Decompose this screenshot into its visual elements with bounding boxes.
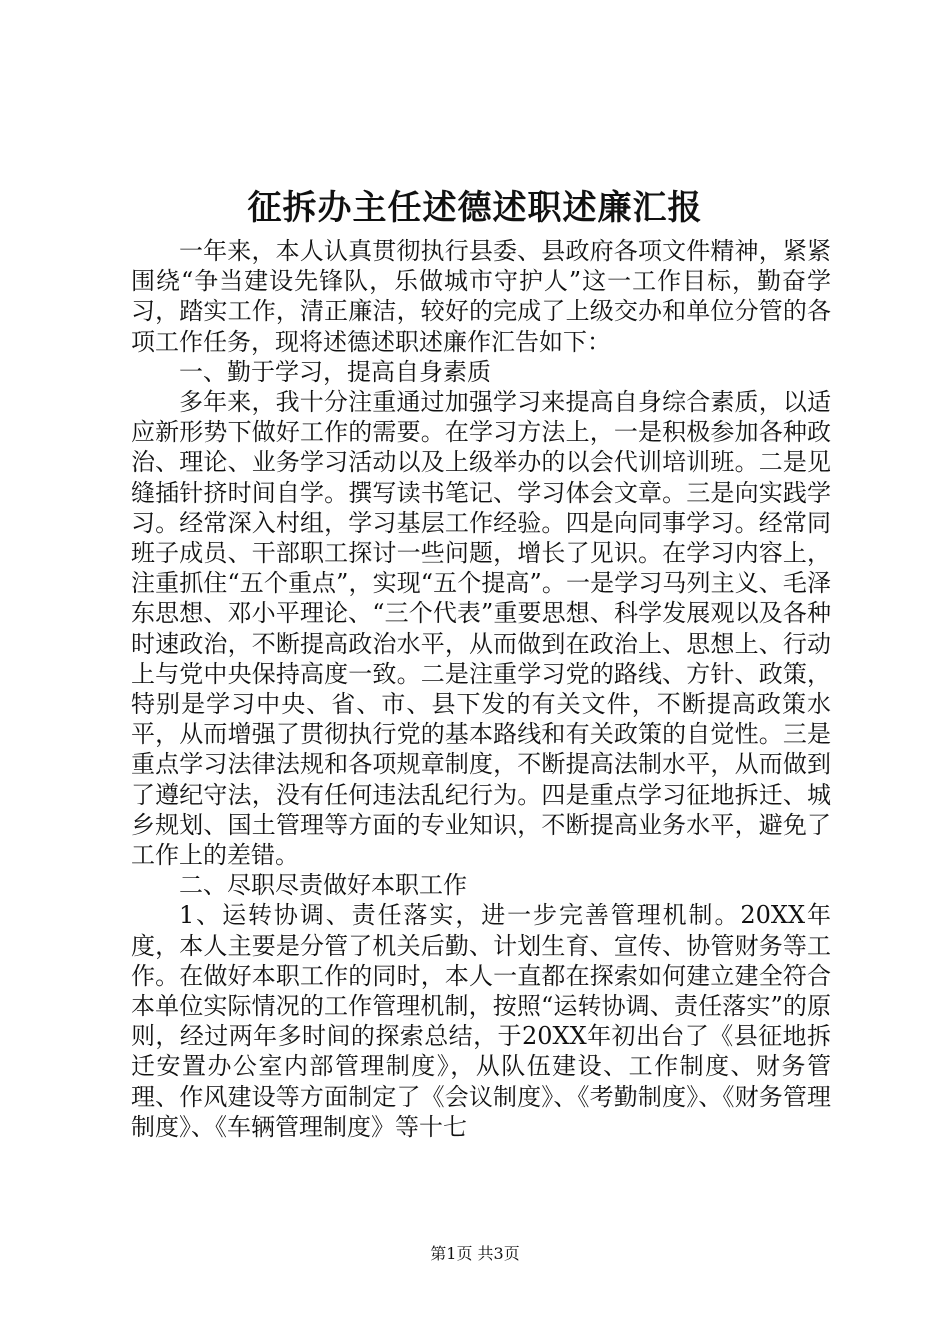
paragraph-management: 1、运转协调、责任落实，进一步完善管理机制。20XX年度，本人主要是分管了机关后勤、计划生育、宣传、协管财务等工作。在做好本职工作的同时，本人一直都在探索如何建立建全符合本单位实际情况的工作管理机制，按照“运转协调、责任落实”的原则，经过两年多时间的探索总结，于20XX年初出台了《县征地拆迁安置办公室内部管理制度》，从队伍建设、工作制度、财务管理、作风建设等方面制定了《会议制度》、《考勤制度》、《财务管理制度》、《车辆管理制度》等十七 xyxy=(131,901,831,1141)
document-body xyxy=(131,236,831,1142)
paragraph-study: 多年来，我十分注重通过加强学习来提高自身综合素质，以适应新形势下做好工作的需要。在学习方法上，一是积极参加各种政治、理论、业务学习活动以及上级举办的以会代训培训班。二是见缝插针挤时间自学。撰写读书笔记、学习体会文章。三是向实践学习。经常深入村组，学习基层工作经验。四是向同事学习。经常同班子成员、干部职工探讨一些问题，增长了见识。在学习内容上，注重抓住“五个重点”，实现“五个提高”。一是学习马列主义、毛泽东思想、邓小平理论、“三个代表”重要思想、科学发展观以及各种时速政治，不断提高政治水平，从而做到在政治上、思想上、行动上与党中央保持高度一致。二是注重学习党的路线、方针、政策，特别是学习中央、省、市、县下发的有关文件，不断提高政策水平，从而增强了贯彻执行党的基本路线和有关政策的自觉性。三是重点学习法律法规和各项规章制度，不断提高法制水平，从而做到了遵纪守法，没有任何违法乱纪行为。四是重点学习征地拆迁、城乡规划、国土管理等方面的专业知识，不断提高业务水平，避免了工作上的差错。 xyxy=(131,388,831,870)
document-title: 征拆办主任述德述职述廉汇报 xyxy=(247,188,703,228)
page-footer: 第1页 共3页 xyxy=(430,1244,520,1263)
section-heading-1: 一、勤于学习，提高自身素质 xyxy=(179,357,491,386)
section-heading-2: 二、尽职尽责做好本职工作 xyxy=(179,871,467,900)
paragraph-intro: 一年来，本人认真贯彻执行县委、县政府各项文件精神，紧紧围绕“争当建设先锋队，乐做城市守护人”这一工作目标，勤奋学习，踏实工作，清正廉洁，较好的完成了上级交办和单位分管的各项工作任务，现将述德述职述廉作汇告如下： xyxy=(131,237,831,356)
